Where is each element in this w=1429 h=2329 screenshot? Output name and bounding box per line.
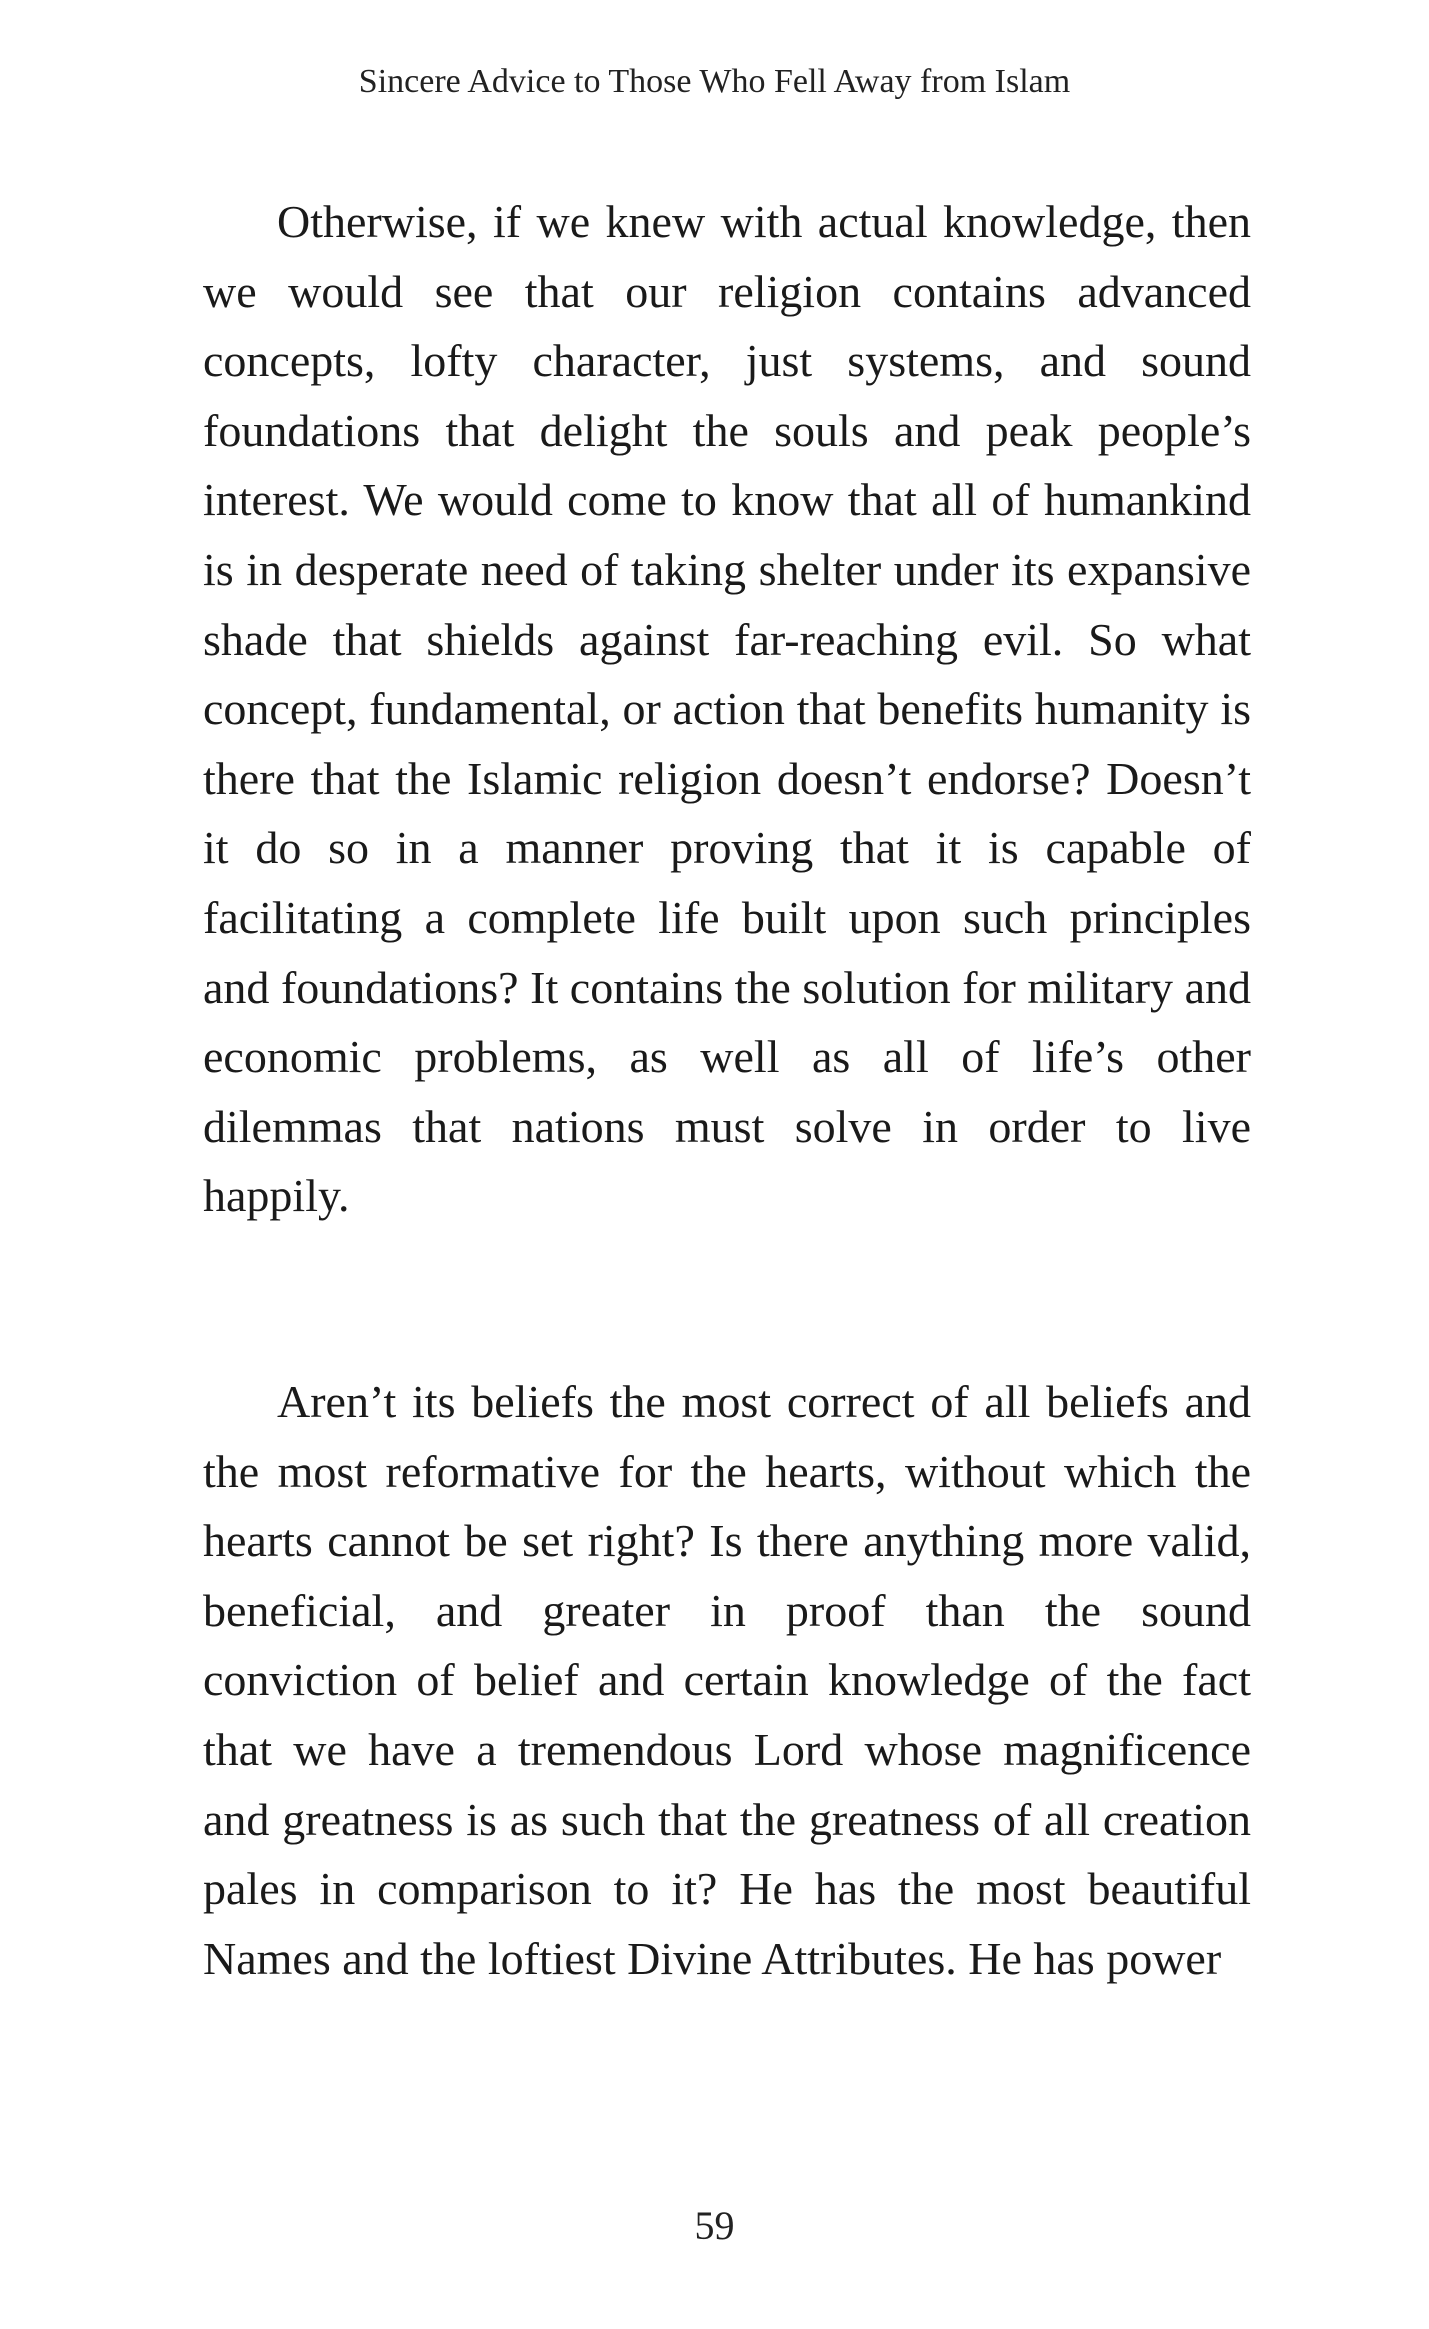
body-paragraph-1: Otherwise, if we knew with actual knowledge, then we would see that our religion contains advanced concepts, lofty character, just systems, and sound foundations that delight the souls and peak people’s interest. We would come to know that all of humankind is in desperate need of taking shelter under its expansive shade that shields against far-reaching evil. So what concept, fundamental, or action that benefits humanity is there that the Islamic religion doesn’t endorse? Doesn’t it do so in a manner proving that it is capable of facilitating a complete life built upon such principles and foundations? It contains the solution for military and economic problems, as well as all of life’s other dilemmas that nations must solve in order to live happily. [203, 196, 1251, 1222]
page-number: 59 [694, 2203, 735, 2248]
body-paragraph-2: Aren’t its beliefs the most correct of all beliefs and the most reformative for the hearts, without which the hearts cannot be set right? Is there anything more valid, beneficial, and greater in proof than the sound conviction of belief and certain knowledge of the fact that we have a tremendous Lord whose magnificence and greatness is as such that the greatness of all creation pales in comparison to it? He has the most beautiful Names and the loftiest Divine Attributes. He has power [203, 1376, 1251, 1984]
running-header: Sincere Advice to Those Who Fell Away from Islam [358, 63, 1071, 100]
